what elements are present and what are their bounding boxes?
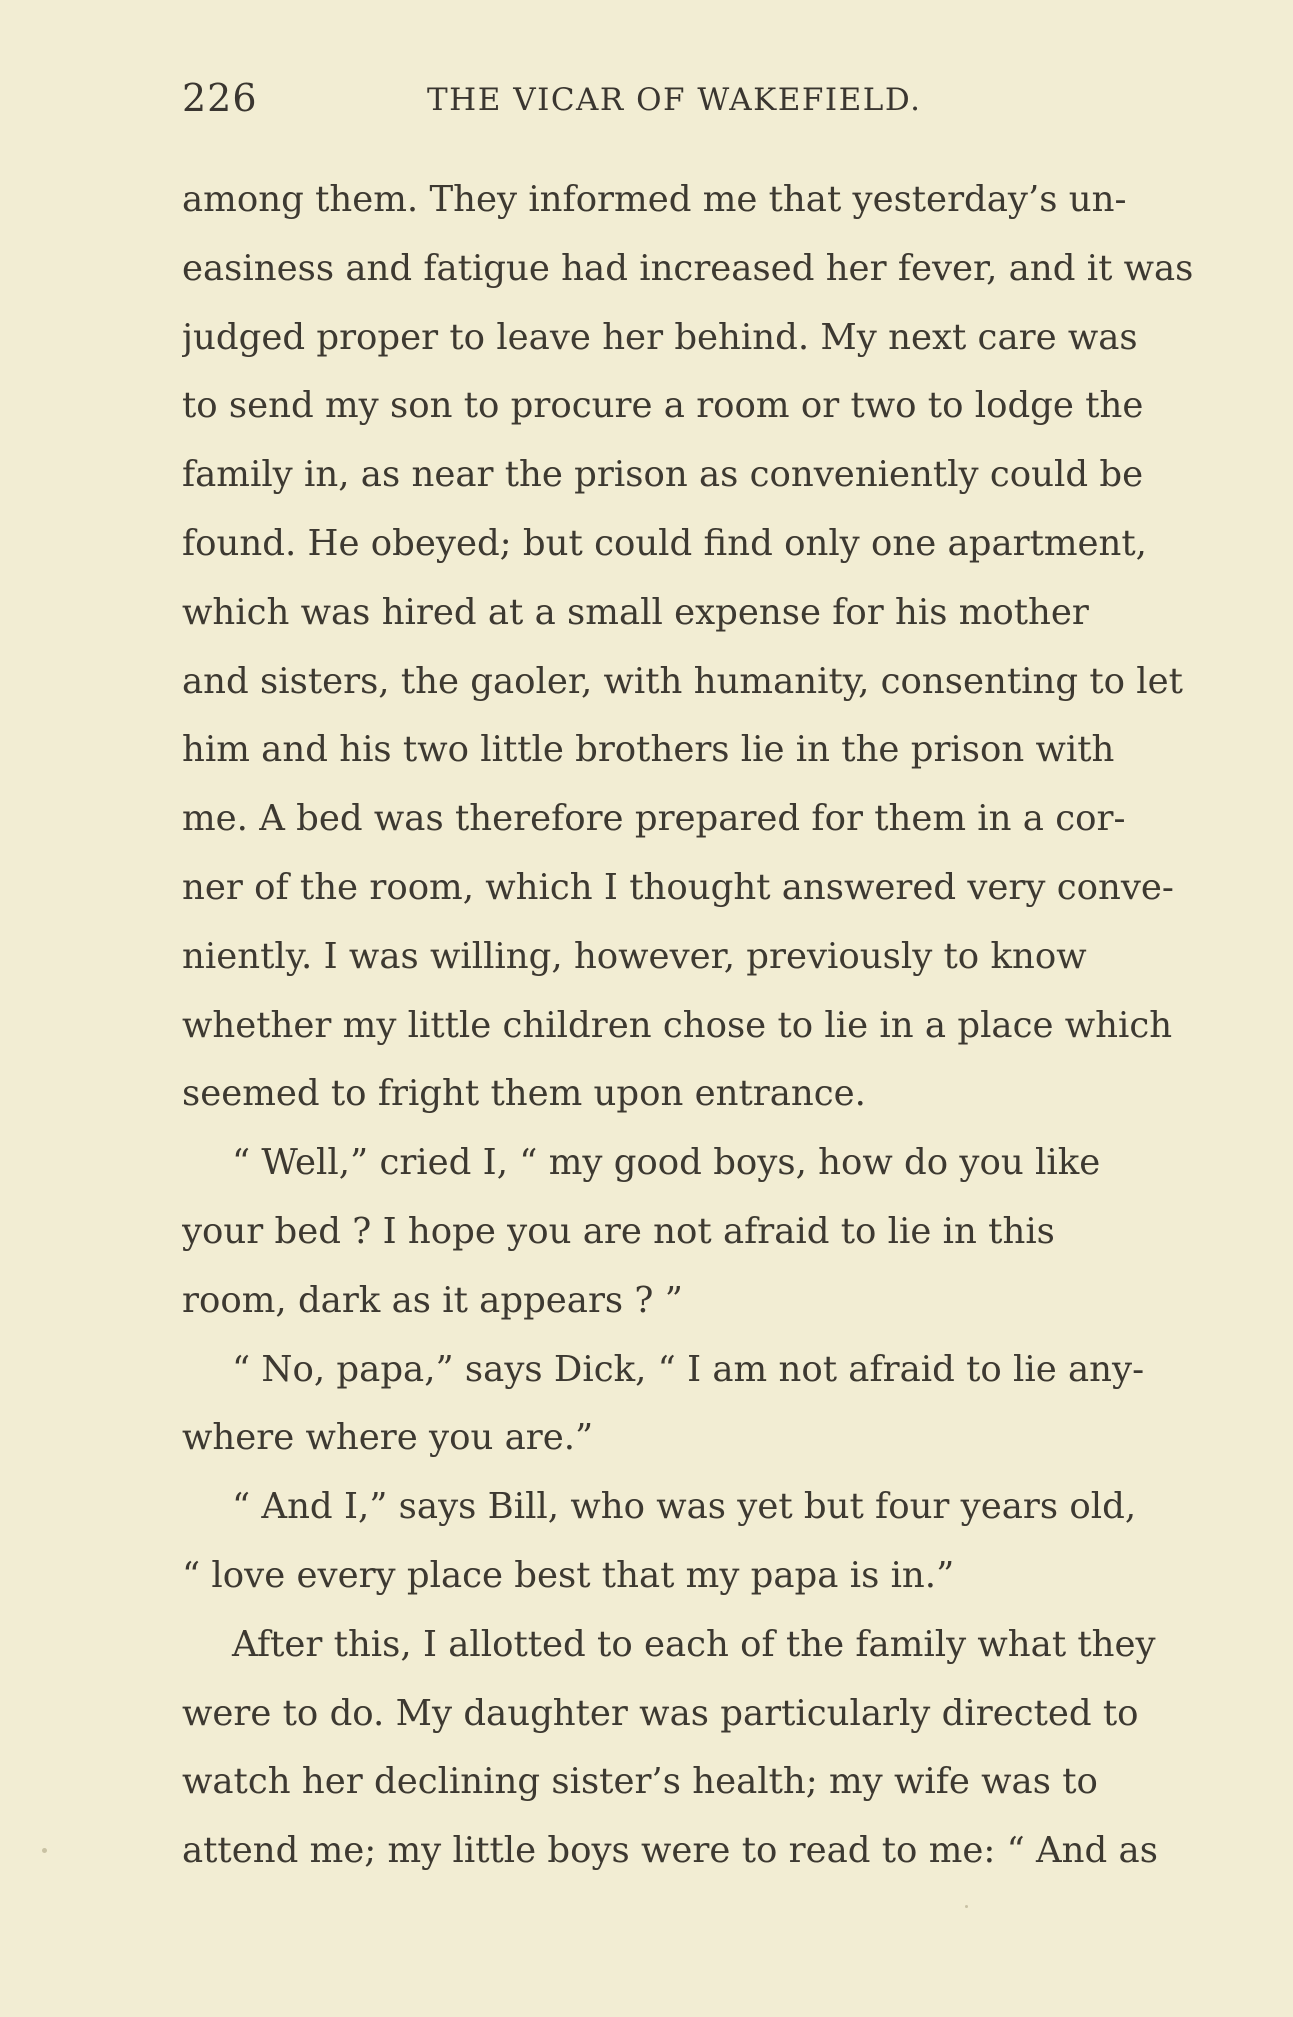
text-line: him and his two little brothers lie in the prison with (182, 729, 1115, 771)
text-line: found. He obeyed; but could find only one apartment, (182, 522, 1147, 564)
text-line: judged proper to leave her behind. My next care was (182, 316, 1138, 358)
text-line: your bed ? I hope you are not afraid to lie in this (182, 1210, 1055, 1252)
text-line: were to do. My daughter was particularly directed to (182, 1692, 1139, 1734)
running-head (182, 76, 1232, 136)
text-line: whether my little children chose to lie in a place which (182, 1004, 1173, 1046)
paper-speck (42, 1848, 47, 1853)
paper-speck (965, 1905, 968, 1908)
text-line: “ love every place best that my papa is in.” (182, 1554, 955, 1596)
text-line: After this, I allotted to each of the family what they (232, 1623, 1156, 1665)
text-line: ner of the room, which I thought answered very conve- (182, 866, 1174, 908)
text-line: to send my son to procure a room or two to lodge the (182, 385, 1144, 427)
text-line: which was hired at a small expense for his mother (182, 591, 1089, 633)
running-title: THE VICAR OF WAKEFIELD. (427, 82, 922, 118)
text-line: and sisters, the gaoler, with humanity, consenting to let (182, 660, 1183, 702)
body-text (182, 166, 1232, 1886)
text-line: watch her declining sister’s health; my wife was to (182, 1761, 1098, 1803)
text-line: seemed to fright them upon entrance. (182, 1073, 866, 1115)
text-line: attend me; my little boys were to read to me: “ And as (182, 1830, 1158, 1872)
text-line: where where you are.” (182, 1417, 594, 1459)
text-line: easiness and fatigue had increased her fever, and it was (182, 247, 1194, 289)
text-line: “ Well,” cried I, “ my good boys, how do you like (232, 1142, 1101, 1184)
text-line: room, dark as it appears ? ” (182, 1279, 683, 1321)
text-line: family in, as near the prison as conveniently could be (182, 454, 1144, 496)
text-line: “ And I,” says Bill, who was yet but four years old, (232, 1486, 1137, 1528)
text-line: “ No, papa,” says Dick, “ I am not afraid to lie any- (232, 1348, 1145, 1390)
text-line: niently. I was willing, however, previously to know (182, 935, 1087, 977)
page-number: 226 (182, 76, 258, 120)
text-line: among them. They informed me that yesterday’s un- (182, 179, 1127, 220)
text-line: me. A bed was therefore prepared for them in a cor- (182, 798, 1126, 840)
